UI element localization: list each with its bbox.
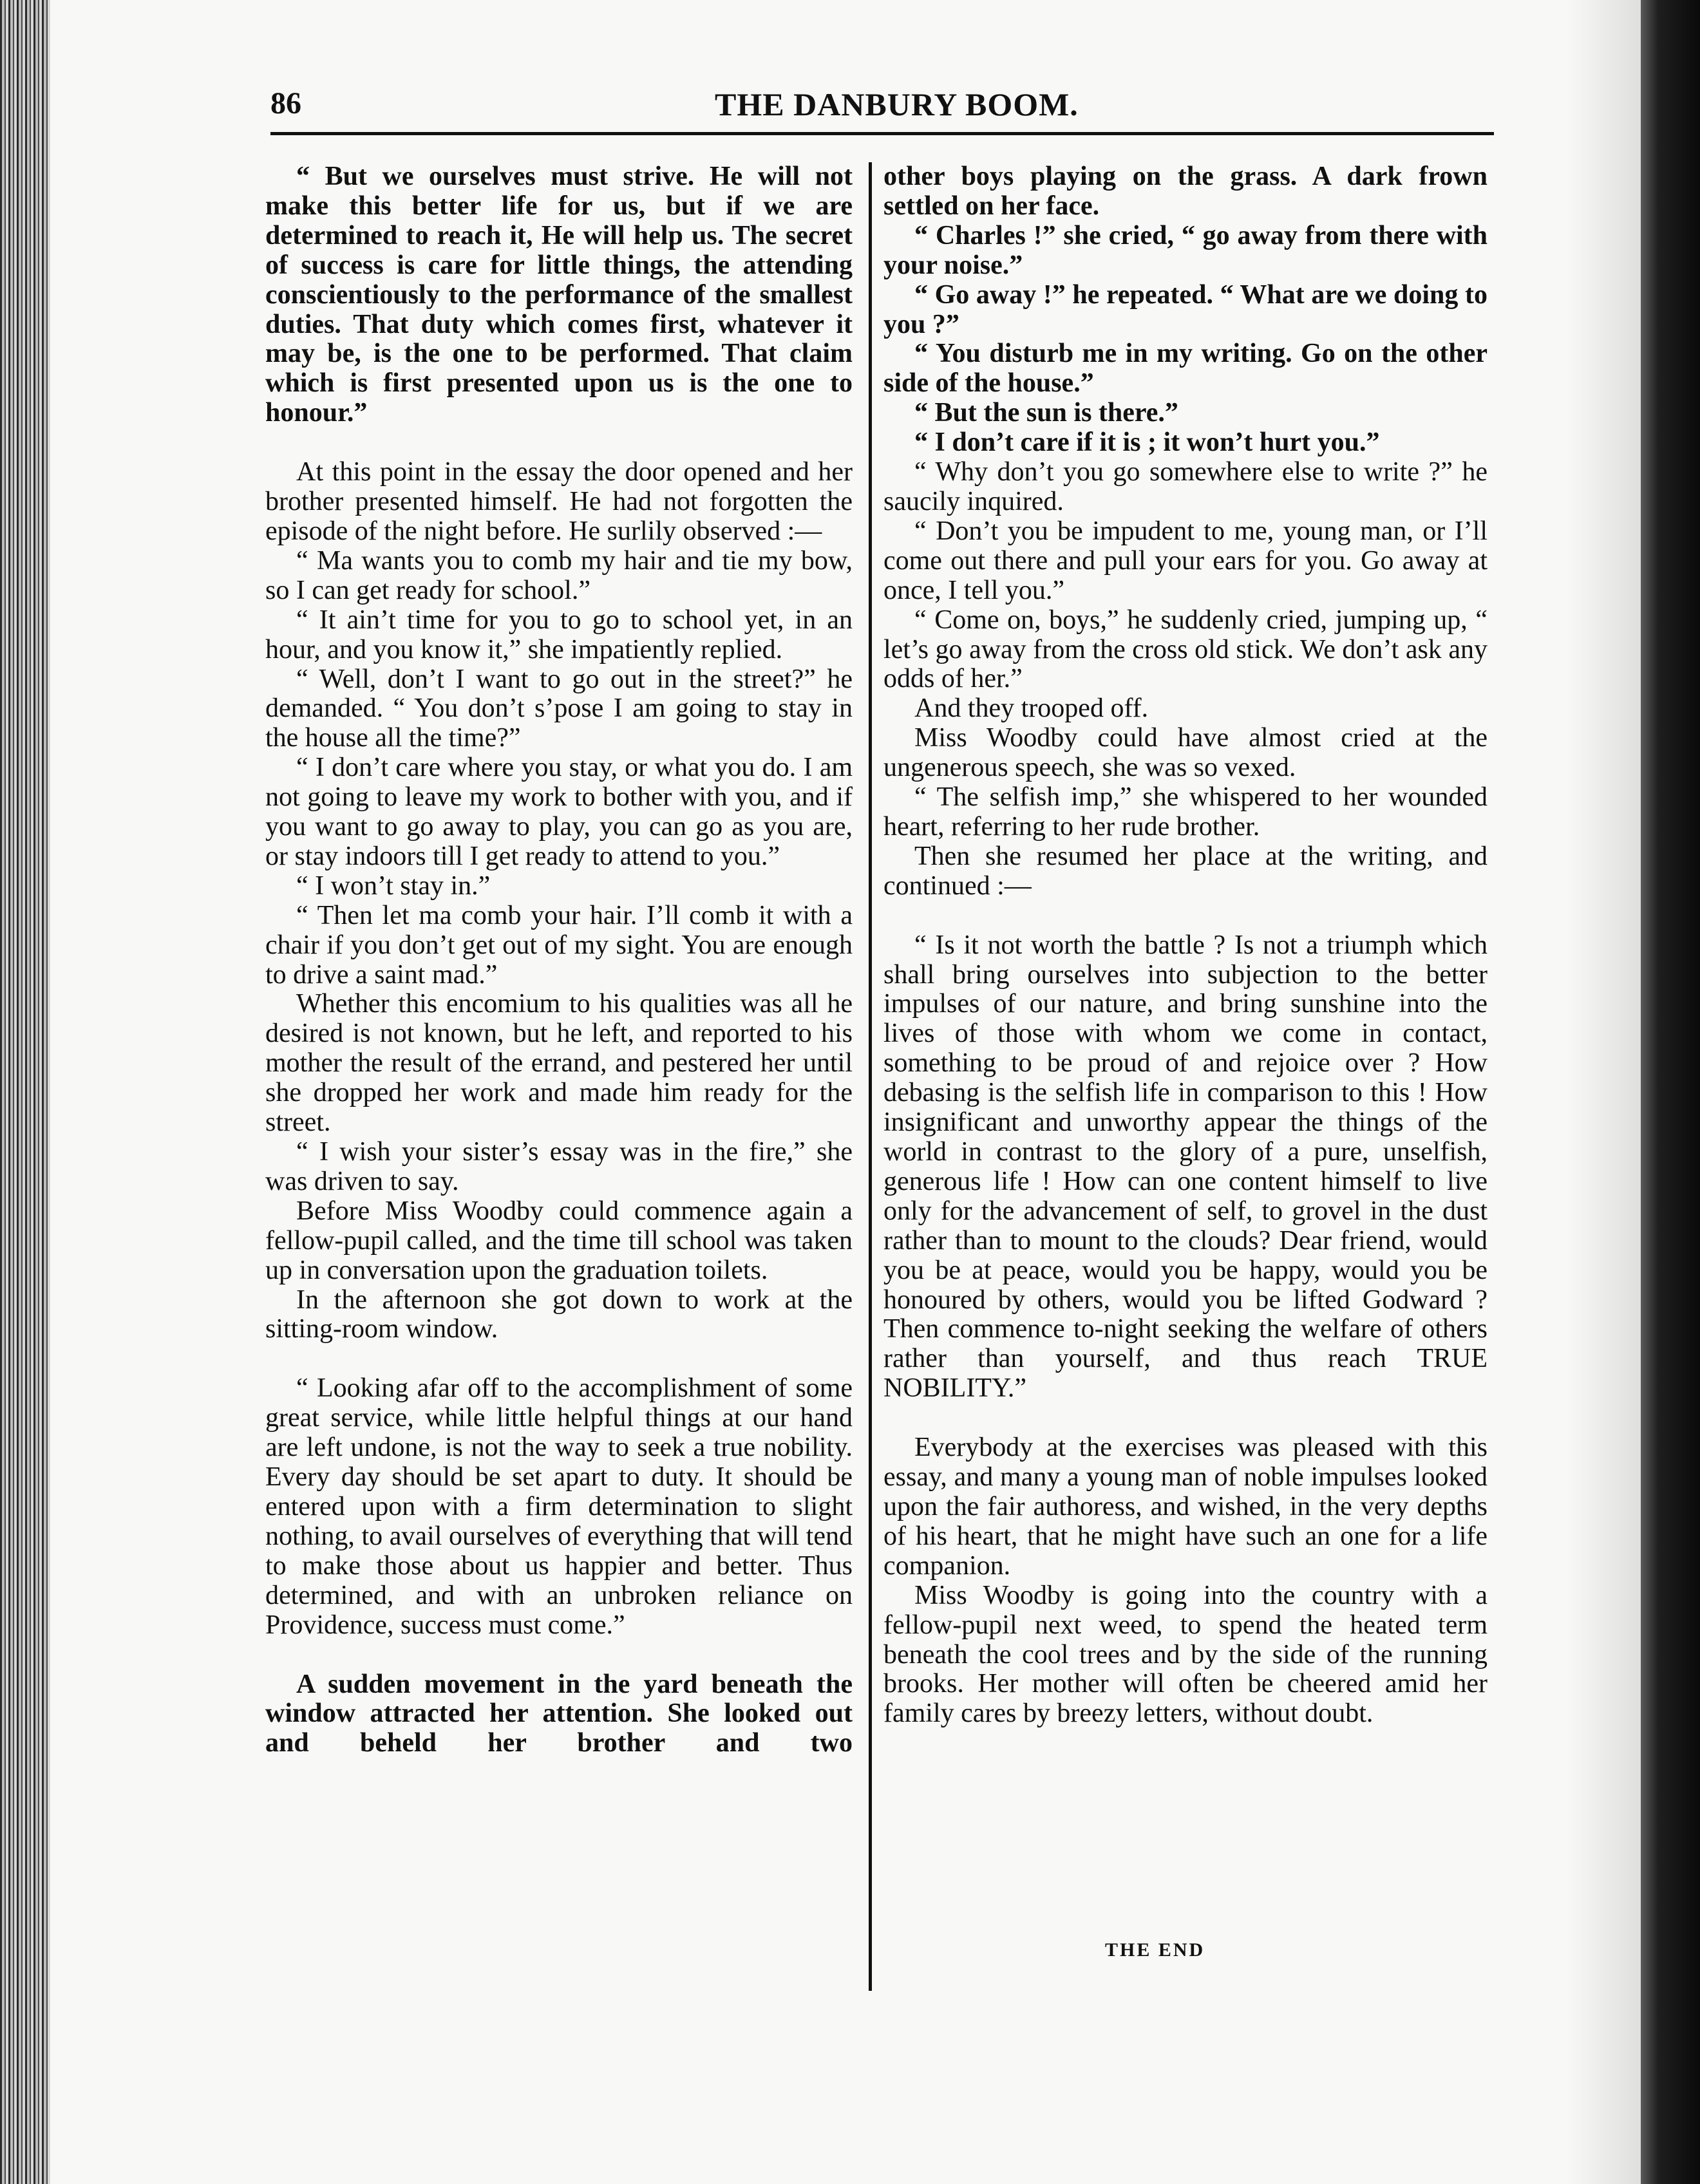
paragraph: “ Well, don’t I want to go out in the street?” he demanded. “ You don’t s’pose I am going to stay in the house all the time?” [265,664,853,753]
running-title: THE DANBURY BOOM. [715,86,1079,122]
paragraph: “ But the sun is there.” [914,398,1178,428]
page-shadow [1566,0,1641,2184]
paragraph: “ Looking afar off to the accomplishment of some great service, while little helpful things at our hand are left undone, is not the way to seek a true nobility. Every day should be set apart to duty. It should be entered upon with a firm determination to slight nothing, to avail ourselves of everything that will tend to make those about us happier and better. Thus determined, and with an unbroken reliance on Providence, success must come.” [265,1373,853,1640]
header-rule [270,132,1494,135]
paragraph: At this point in the essay the door opened and her brother presented himself. He had not forgotten the episode of the night before. He surlily observed :— [265,457,853,546]
paragraph: “ The selfish imp,” she whispered to her wounded heart, referring to her rude brother. [883,782,1488,842]
paragraph: “ Go away !” he repeated. “ What are we doing to you ?” [883,279,1488,339]
paragraph: “ Come on, boys,” he suddenly cried, jumping up, “ let’s go away from the cross old stick. We don’t ask any odds of her.” [883,605,1488,694]
book-binding-edge [0,0,50,2184]
page-header [270,86,1494,131]
scan-border [1641,0,1700,2184]
paragraph: “ I wish your sister’s essay was in the fire,” she was driven to say. [265,1137,853,1196]
paragraph: “ Is it not worth the battle ? Is not a triumph which shall bring ourselves into subjection to the better impulses of our nature, and bring sunshine into the lives of those with whom we come in contact, something to be proud of and rejoice over ? How debasing is the selfish life in comparison to this ! How insignificant and unworthy appear the things of the world in contrast to the glory of a pure, unselfish, generous life ! How can one content himself to live only for the advancement of self, to grovel in the dust rather than to mount to the clouds? Dear friend, would you be at peace, would you be happy, would you be honoured by others, would you be lifted Godward ? Then commence to-night seeking the welfare of others rather than yourself, and thus reach TRUE NOBILITY.” [883,930,1488,1404]
end-mark: THE END [1105,1939,1205,1961]
paragraph: “ You disturb me in my writing. Go on the other side of the house.” [883,339,1488,399]
paragraph: A sudden movement in the yard beneath the window attracted her attention. She looked out and beheld her brother and two [265,1669,853,1758]
paragraph: Before Miss Woodby could commence again a fellow-pupil called, and the time till school was taken up in conversation upon the graduation toilets. [265,1196,853,1285]
paragraph: “ Charles !” she cried, “ go away from there with your noise.” [883,220,1488,280]
left-column [265,162,853,1758]
paragraph: “ Ma wants you to comb my hair and tie my bow, so I can get ready for school.” [265,545,853,605]
paragraph: Whether this encomium to his qualities was all he desired is not known, but he left, and reported to his mother the result of the errand, and pestered her until she dropped her work and made him ready for the street. [265,989,853,1138]
paragraph: Everybody at the exercises was pleased with this essay, and many a young man of noble impulses looked upon the fair authoress, and wished, in the very depths of his heart, that he might have such an one for a life companion. [883,1433,1488,1581]
paragraph: “ I don’t care where you stay, or what you do. I am not going to leave my work to bother with you, and if you want to go away to play, you can go as you are, or stay indoors till I get ready to attend to you.” [265,753,853,871]
paragraph: “ It ain’t time for you to go to school yet, in an hour, and you know it,” she impatiently replied. [265,605,853,664]
paragraph: And they trooped off. [914,693,1149,724]
right-column [883,162,1488,1729]
paragraph: “ I won’t stay in.” [296,871,491,901]
paragraph: “ I don’t care if it is ; it won’t hurt you.” [914,428,1380,458]
paragraph: Miss Woodby could have almost cried at the ungenerous speech, she was so vexed. [883,723,1488,783]
paragraph: other boys playing on the grass. A dark frown settled on her face. [883,162,1488,221]
paragraph: “ Then let ma comb your hair. I’ll comb it with a chair if you don’t get out of my sight. You are enough to drive a saint mad.” [265,900,853,990]
paragraph: “ Don’t you be impudent to me, young man, or I’ll come out there and pull your ears for you. Go away at once, I tell you.” [883,516,1488,605]
column-rule [869,162,872,1991]
paragraph: Then she resumed her place at the writing, and continued :— [883,841,1488,901]
page-number: 86 [270,86,301,120]
paragraph: “ Why don’t you go somewhere else to write ?” he saucily inquired. [883,457,1488,516]
paragraph: “ But we ourselves must strive. He will not make this better life for us, but if we are determined to reach it, He will help us. The secret of success is care for little things, the attending conscientiously to the performance of the smallest duties. That duty which comes first, whatever it may be, is the one to be performed. That claim which is first presented upon us is the one to honour.” [265,162,853,428]
paragraph: Miss Woodby is going into the country with a fellow-pupil next weed, to spend the heated term beneath the cool trees and by the side of the running brooks. Her mother will often be cheered amid her family cares by breezy letters, without doubt. [883,1580,1488,1729]
paragraph: In the afternoon she got down to work at the sitting-room window. [265,1285,853,1344]
